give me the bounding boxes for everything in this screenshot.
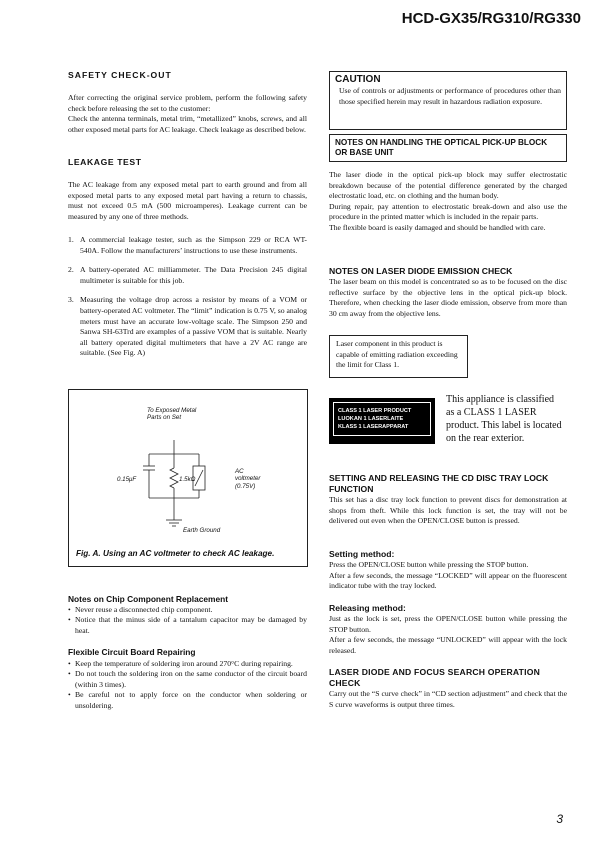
list-item: 3. Measuring the voltage drop across a resistor by means of a VOM or battery-operated AC voltmeter. The “limit” indication is 0.75 V, so analog meters must have an accurate low-voltage scale. The Simpson 250 and Sanwa SH-63Trd are examples of a passive VOM that is suitable. Nearly all battery operated digital multimeters that have a 2V AC range are suitable. (See Fig. A)	[68, 295, 307, 358]
flex-title: Flexible Circuit Board Repairing	[68, 647, 196, 657]
figure-caption: Fig. A. Using an AC voltmeter to check AC leakage.	[76, 549, 275, 558]
setting-p1: Press the OPEN/CLOSE button while pressing the STOP button.	[329, 560, 529, 569]
leakage-section	[68, 180, 307, 222]
optical-section	[329, 170, 567, 234]
safety-title: SAFETY CHECK-OUT	[68, 70, 172, 80]
list-item: • Be careful not to apply force on the conductor when soldering or unsoldering.	[68, 690, 307, 711]
emission-title: NOTES ON LASER DIODE EMISSION CHECK	[329, 266, 513, 276]
model-number: HCD-GX35/RG310/RG330	[401, 10, 581, 27]
leakage-title: LEAKAGE TEST	[68, 157, 142, 167]
list-item: • Never reuse a disconnected chip component.	[68, 605, 307, 615]
top-connection-label: To Exposed Metal Parts on Set	[147, 407, 197, 422]
emission-text: The laser beam on this model is concentrated so as to be focused on the disc reflective surface by the objective lens in the optical pick-up block. Therefore, when checking the laser diode emission, observe from more than 30 cm away from the objective lens.	[329, 277, 567, 318]
tray-text: This set has a disc tray lock function to prevent discs for demonstration at shops from theft. While this lock function is set, the tray will not be delivered out even when the OPEN/CLOSE button is pressed.	[329, 495, 567, 526]
flex-notes	[68, 659, 307, 711]
optical-p3: The flexible board is easily damaged and should be handled with care.	[329, 222, 546, 232]
caution-text: Use of controls or adjustments or performance of procedures other than those specified herein may result in hazardous radiation exposure.	[339, 86, 561, 106]
list-item: • Notice that the minus side of a tantalum capacitor may be damaged by heat.	[68, 615, 307, 636]
list-item: 1. A commercial leakage tester, such as the Simpson 229 or RCA WT-540A. Follow the manufacturers’ instructions to use these instruments.	[68, 235, 307, 255]
leakage-body: The AC leakage from any exposed metal part to earth ground and from all exposed metal parts to any exposed metal part having a return to chassis, must not exceed 0.5 mA (500 microamperes). Leakage current can be measured by any one of three methods.	[68, 180, 307, 221]
list-item: 2. A battery-operated AC milliammeter. The Data Precision 245 digital multimeter is suitable for this job.	[68, 265, 307, 285]
chip-notes	[68, 605, 307, 636]
releasing-p1: Just as the lock is set, press the OPEN/CLOSE button while pressing the STOP button.	[329, 614, 567, 634]
optical-p2: During repair, pay attention to electrostatic break-down and also use the procedure in the printed matter which is included in the repair parts.	[329, 201, 567, 222]
tray-title: SETTING AND RELEASING THE CD DISC TRAY LOCK FUNCTION	[329, 473, 549, 494]
setting-title: Setting method:	[329, 549, 395, 559]
focus-text: Carry out the “S curve check” in “CD section adjustment” and check that the S curve waveforms is output three times.	[329, 689, 567, 709]
setting-p2: After a few seconds, the message “LOCKED” will appear on the fluorescent indicator tube with the tray locked.	[329, 570, 567, 591]
list-item: • Do not touch the soldering iron on the same conductor of the circuit board (within 3 times).	[68, 669, 307, 690]
laser-component-box	[329, 335, 468, 378]
safety-intro: After correcting the original service problem, perform the following safety check before releasing the set to the customer:	[68, 93, 307, 113]
emission-section	[329, 277, 567, 319]
leakage-methods	[68, 235, 307, 368]
releasing-p2: After a few seconds, the message “UNLOCKED” will appear with the lock released.	[329, 635, 567, 655]
focus-title: LASER DIODE AND FOCUS SEARCH OPERATION CHECK	[329, 667, 540, 688]
optical-p1: The laser diode in the optical pick-up block may suffer electrostatic breakdown because of the potential difference generated by the charged electrostatic load, etc. on clothing and the human body.	[329, 170, 567, 201]
optical-title: NOTES ON HANDLING THE OPTICAL PICK-UP BLOCK OR BASE UNIT	[335, 138, 548, 157]
laser-label-text: CLASS 1 LASER PRODUCT LUOKAN 1 LASERLAITE KLASS 1 LASERAPPARAT	[333, 402, 431, 436]
ground-label: Earth Ground	[183, 527, 221, 534]
caution-box	[329, 71, 567, 130]
safety-section	[68, 93, 307, 135]
tray-section	[329, 495, 567, 527]
page-number: 3	[556, 812, 563, 826]
figure-a	[68, 389, 308, 567]
resistor-label: 1.5kΩ	[179, 476, 196, 483]
optical-title-box	[329, 134, 567, 162]
laser-label-note: This appliance is classified as a CLASS 1 LASER product. This label is located on the rear exterior.	[446, 394, 562, 444]
setting-section	[329, 560, 567, 592]
releasing-section	[329, 614, 567, 656]
laser-component-text: Laser component in this product is capable of emitting radiation exceeding the limit for Class 1.	[336, 339, 458, 370]
focus-section	[329, 689, 567, 710]
releasing-title: Releasing method:	[329, 603, 406, 613]
voltmeter-label: AC voltmeter (0.75V)	[235, 468, 261, 490]
safety-intro-2: Check the antenna terminals, metal trim, “metallized” knobs, screws, and all other exposed metal parts for AC leakage. Check leakage as described below.	[68, 114, 307, 134]
caution-title: CAUTION	[335, 74, 381, 85]
chip-title: Notes on Chip Component Replacement	[68, 594, 229, 604]
laser-product-label	[329, 398, 435, 444]
list-item: • Keep the temperature of soldering iron around 270°C during repairing.	[68, 659, 307, 669]
capacitor-label: 0.15μF	[117, 476, 137, 483]
